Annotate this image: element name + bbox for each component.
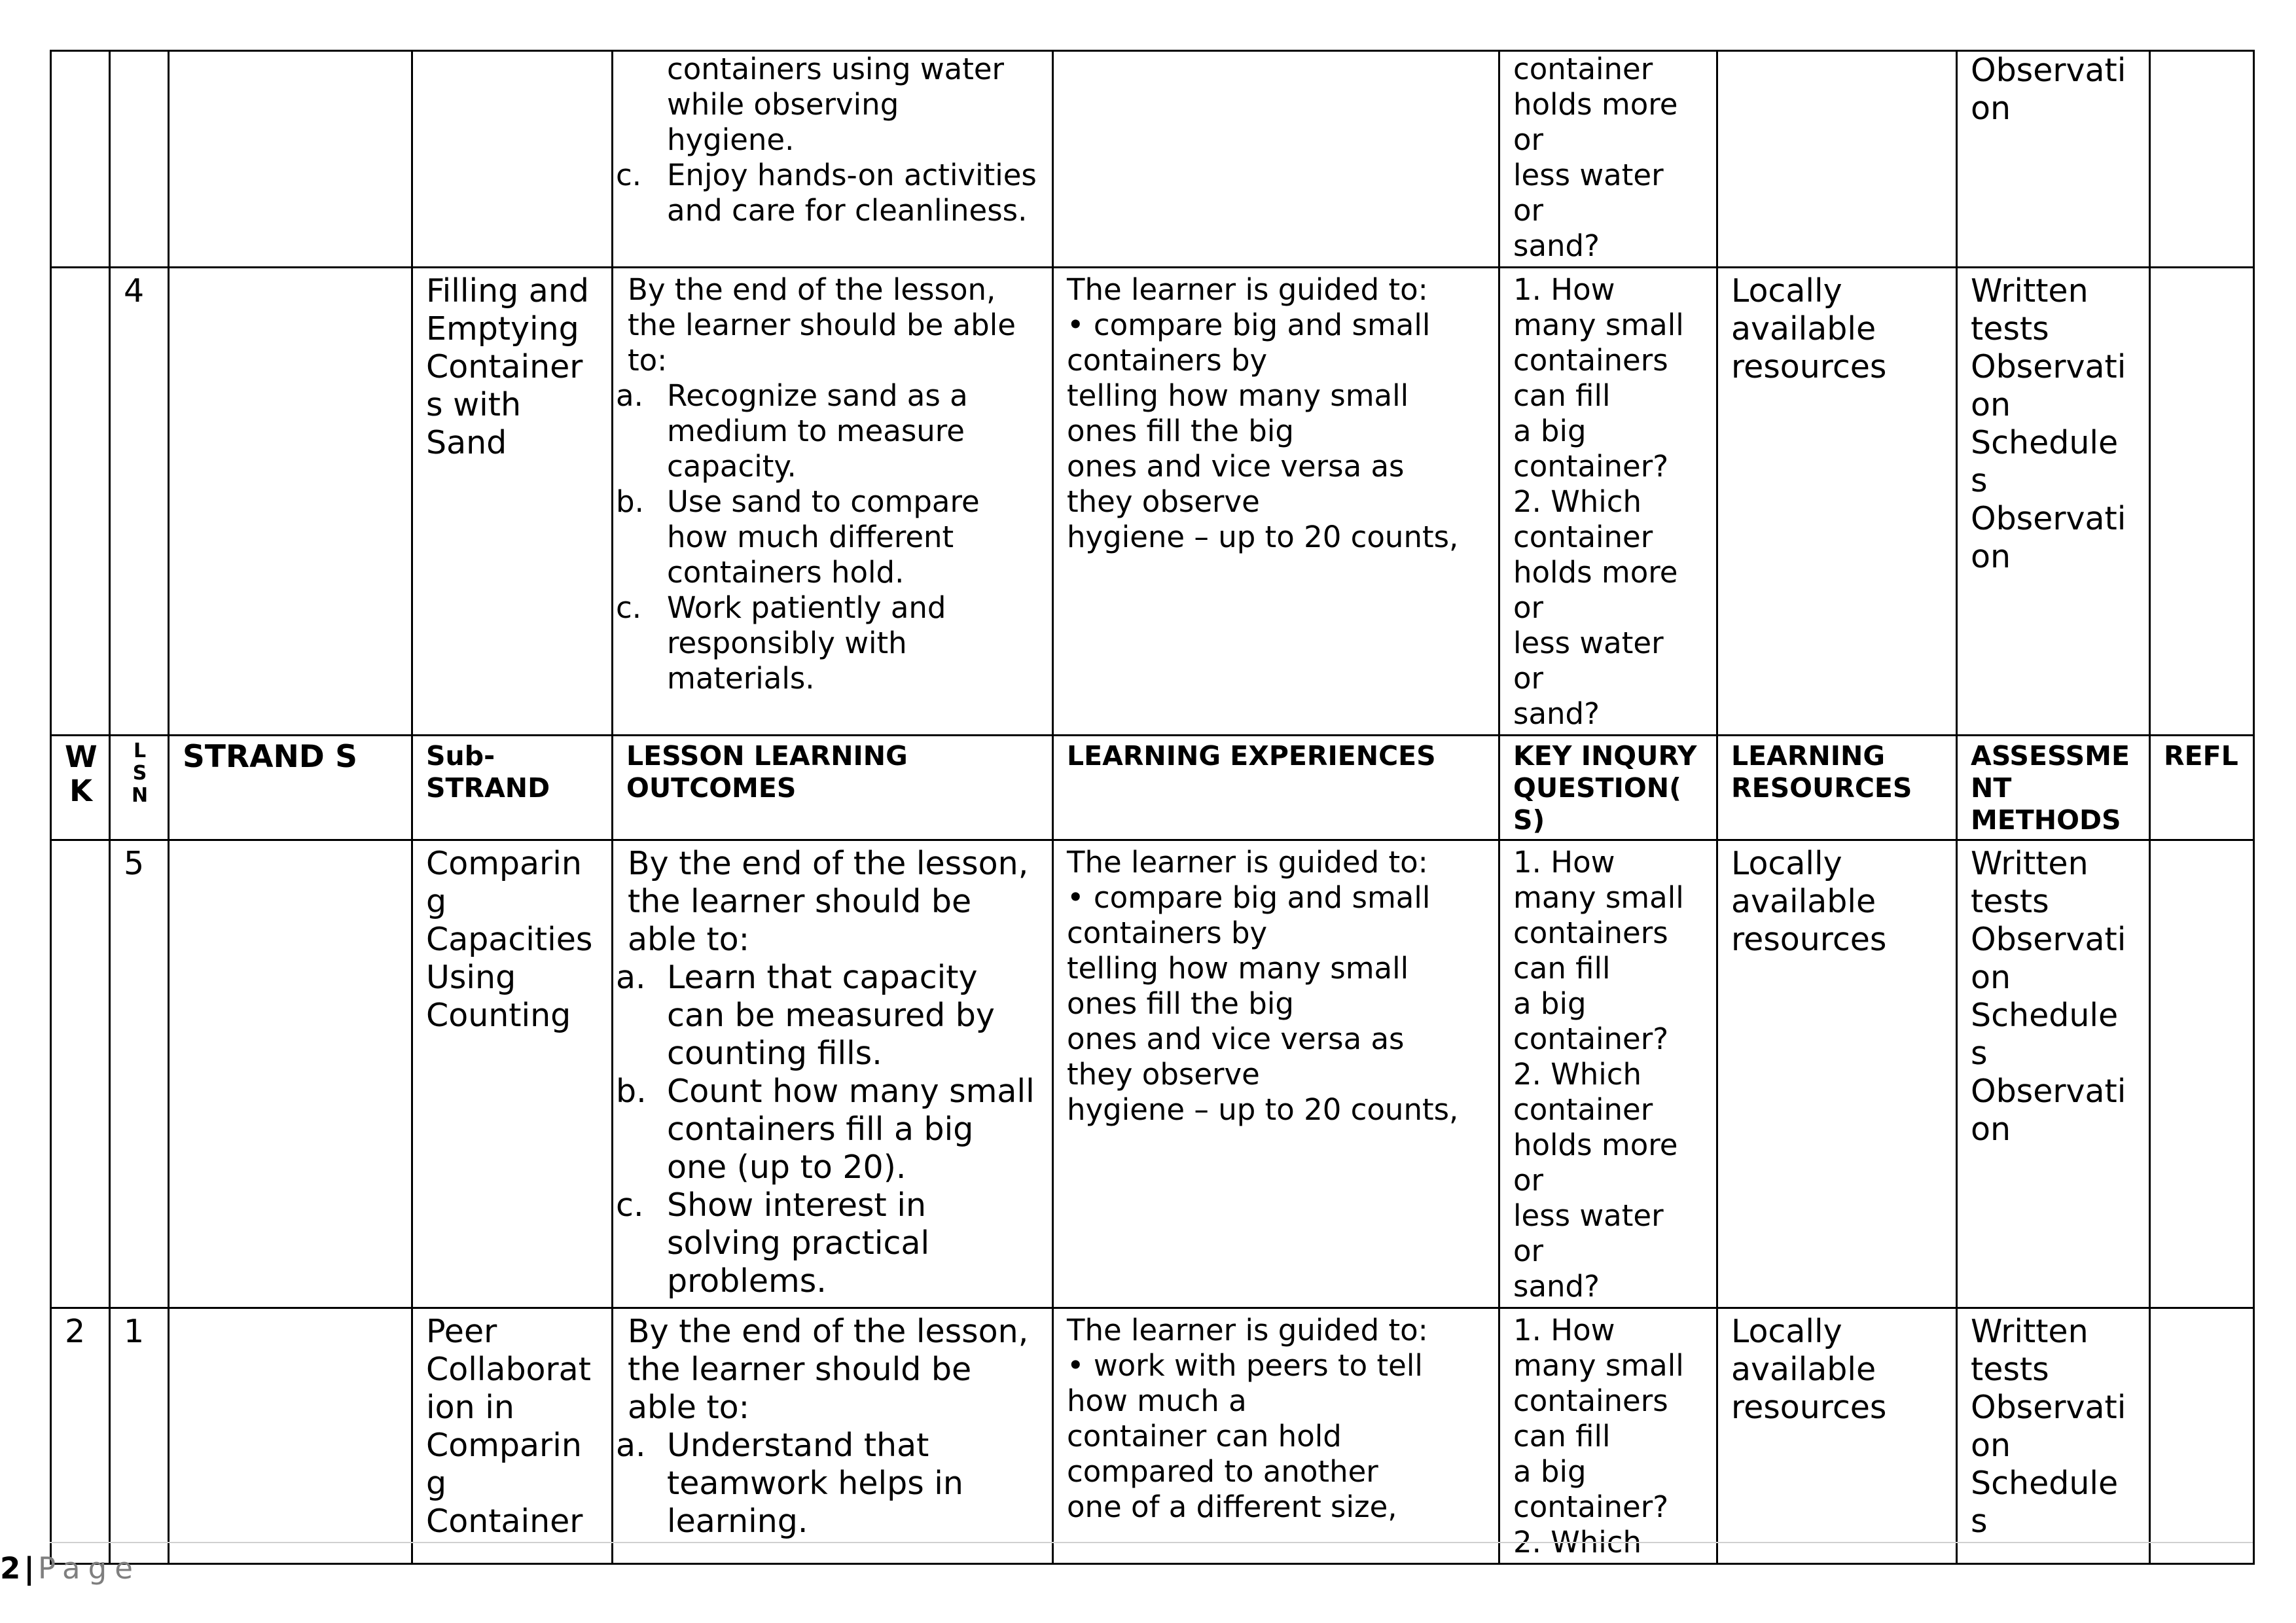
experience-line: containers by <box>1067 343 1268 378</box>
assessment-line: on <box>1971 959 2011 996</box>
question-line: or <box>1513 1234 1544 1268</box>
question-line: 2. Which <box>1513 1057 1642 1092</box>
outcome-text: Work patiently and responsibly with materials. <box>667 590 946 696</box>
experience-line: ones fill the big <box>1067 986 1294 1021</box>
experience-line: containers by <box>1067 916 1268 950</box>
assessment-cell <box>1957 268 2150 736</box>
experience-line: ones and vice versa as <box>1067 1022 1405 1056</box>
question-line: can fill <box>1513 1419 1611 1454</box>
list-item <box>616 959 1040 1073</box>
question-line: containers <box>1513 1383 1668 1418</box>
experience-line: hygiene – up to 20 counts, <box>1067 1092 1459 1127</box>
reflection-cell <box>2150 1308 2254 1564</box>
question-line: holds more <box>1513 1128 1678 1162</box>
list-marker: b. <box>616 484 644 519</box>
assessment-line: Written <box>1971 1313 2089 1350</box>
experience-line: • compare big and small <box>1067 308 1431 342</box>
question-line: container <box>1513 52 1653 86</box>
experience-line: container can hold <box>1067 1419 1342 1454</box>
list-item <box>616 1427 1040 1541</box>
list-marker: c. <box>616 590 642 625</box>
question-line: or <box>1513 122 1544 157</box>
header-lsn-letter: N <box>131 784 149 807</box>
list-item <box>616 1073 1040 1186</box>
question-line: container <box>1513 1092 1653 1127</box>
header-sub-strand: Sub- STRAND <box>412 736 613 840</box>
page-number-footer <box>0 1551 141 1586</box>
question-line: holds more <box>1513 87 1678 122</box>
sub-strand-cell: Peer Collaborat ion in Comparin g Container <box>412 1308 613 1564</box>
list-marker: a. <box>616 1427 646 1464</box>
sub-strand-cell: Comparin g Capacities Using Counting <box>412 840 613 1308</box>
assessment-line: Observati <box>1971 500 2126 537</box>
header-reflection: REFL <box>2150 736 2254 840</box>
question-line: 1. How <box>1513 845 1615 880</box>
header-strand: STRAND S <box>169 736 412 840</box>
assessment-line: tests <box>1971 1351 2049 1388</box>
question-line: or <box>1513 193 1544 228</box>
experience-line: The learner is guided to: <box>1067 272 1428 307</box>
reflection-cell <box>2150 51 2254 268</box>
page-number: 2 <box>0 1551 21 1586</box>
question-cell <box>1499 51 1717 268</box>
outcomes-intro: By the end of the lesson, the learner should be able to: <box>628 845 1029 958</box>
strand-cell <box>169 268 412 736</box>
outcome-text: Recognize sand as a medium to measure capacity. <box>667 378 968 484</box>
experiences-cell <box>1053 1308 1499 1564</box>
assessment-line: Written <box>1971 272 2089 310</box>
assessment-line: on <box>1971 90 2011 127</box>
question-line: 1. How <box>1513 272 1615 307</box>
question-line: 1. How <box>1513 1313 1615 1347</box>
outcome-line: hygiene. <box>667 122 795 157</box>
sub-strand-cell: Filling and Emptying Container s with Sand <box>412 268 613 736</box>
outcomes-cell <box>613 1308 1053 1564</box>
strand-cell <box>169 840 412 1308</box>
wk-cell <box>51 840 110 1308</box>
footer-divider <box>50 1542 2253 1543</box>
experience-line: • compare big and small <box>1067 880 1431 915</box>
assessment-line: s <box>1971 462 1988 499</box>
list-item <box>616 484 1040 590</box>
outcome-text: Show interest in solving practical problems. <box>667 1186 930 1300</box>
outcome-text: Use sand to compare how much different containers hold. <box>667 484 980 590</box>
scheme-of-work-table <box>50 50 2255 1565</box>
question-line: can fill <box>1513 378 1611 413</box>
question-line: less water <box>1513 626 1664 660</box>
assessment-line: Observati <box>1971 348 2126 385</box>
assessment-line: tests <box>1971 883 2049 920</box>
table-row <box>51 1308 2254 1564</box>
outcome-text: Count how many small containers fill a big one (up to 20). <box>667 1073 1035 1186</box>
lsn-cell: 5 <box>110 840 169 1308</box>
question-line: container? <box>1513 449 1669 484</box>
table-row <box>51 268 2254 736</box>
question-line: holds more <box>1513 555 1678 590</box>
question-line: can fill <box>1513 951 1611 986</box>
experience-line: The learner is guided to: <box>1067 845 1428 880</box>
outcomes-intro: By the end of the lesson, the learner should be able to: <box>628 1313 1029 1426</box>
outcomes-cell <box>613 268 1053 736</box>
assessment-line: Schedule <box>1971 997 2119 1034</box>
assessment-line: Observati <box>1971 52 2126 89</box>
outcome-text: Understand that teamwork helps in learning. <box>667 1427 963 1540</box>
list-marker: c. <box>616 1186 644 1224</box>
question-line: or <box>1513 1163 1544 1198</box>
question-line: or <box>1513 590 1544 625</box>
header-wk: W K <box>51 736 110 840</box>
assessment-line: tests <box>1971 310 2049 348</box>
sub-strand-cell <box>412 51 613 268</box>
assessment-cell <box>1957 1308 2150 1564</box>
list-marker: b. <box>616 1073 647 1110</box>
question-line: a big <box>1513 1454 1587 1489</box>
question-line: less water <box>1513 1198 1664 1233</box>
question-cell <box>1499 840 1717 1308</box>
lsn-cell <box>110 51 169 268</box>
header-experiences: LEARNING EXPERIENCES <box>1053 736 1499 840</box>
assessment-line: Observati <box>1971 1389 2126 1426</box>
header-outcomes: LESSON LEARNING OUTCOMES <box>613 736 1053 840</box>
experiences-cell <box>1053 268 1499 736</box>
question-line: sand? <box>1513 228 1600 263</box>
experiences-cell <box>1053 840 1499 1308</box>
experience-line: • work with peers to tell <box>1067 1348 1423 1383</box>
resources-cell: Locally available resources <box>1717 268 1957 736</box>
question-cell <box>1499 1308 1717 1564</box>
assessment-cell <box>1957 51 2150 268</box>
assessment-line: Schedule <box>1971 424 2119 461</box>
list-item <box>616 590 1040 696</box>
question-line: container <box>1513 520 1653 554</box>
assessment-line: Written <box>1971 845 2089 882</box>
question-line: 2. Which <box>1513 484 1642 519</box>
question-line: a big <box>1513 986 1587 1021</box>
assessment-line: on <box>1971 386 2011 423</box>
page-footer <box>50 1542 2253 1594</box>
header-assessment: ASSESSME NT METHODS <box>1957 736 2150 840</box>
header-lsn-letter: S <box>132 762 147 785</box>
assessment-line: Observati <box>1971 921 2126 958</box>
table-row <box>51 51 2254 268</box>
list-item <box>616 378 1040 484</box>
assessment-line: on <box>1971 538 2011 575</box>
experience-line: telling how many small <box>1067 951 1409 986</box>
experience-line: one of a different size, <box>1067 1489 1397 1524</box>
table-header-row <box>51 736 2254 840</box>
question-line: container? <box>1513 1489 1669 1524</box>
question-line: sand? <box>1513 1269 1600 1304</box>
question-line: or <box>1513 661 1544 696</box>
experience-line: ones fill the big <box>1067 414 1294 448</box>
outcome-line: while observing <box>667 87 899 122</box>
header-question: KEY INQURY QUESTION( S) <box>1499 736 1717 840</box>
question-line: many small <box>1513 1348 1684 1383</box>
experience-line: telling how many small <box>1067 378 1409 413</box>
experience-line: The learner is guided to: <box>1067 1313 1428 1347</box>
experience-line: they observe <box>1067 484 1260 519</box>
header-resources: LEARNING RESOURCES <box>1717 736 1957 840</box>
assessment-line: on <box>1971 1427 2011 1464</box>
assessment-line: on <box>1971 1111 2011 1148</box>
wk-cell: 2 <box>51 1308 110 1564</box>
table-row <box>51 840 2254 1308</box>
lsn-cell: 4 <box>110 268 169 736</box>
resources-cell <box>1717 51 1957 268</box>
header-lsn <box>110 736 169 840</box>
experience-line: they observe <box>1067 1057 1260 1092</box>
outcome-line: containers using water <box>667 52 1005 86</box>
experience-line: ones and vice versa as <box>1067 449 1405 484</box>
strand-cell <box>169 51 412 268</box>
outcome-text: Enjoy hands-on activities and care for cleanliness. <box>667 158 1037 228</box>
question-line: containers <box>1513 343 1668 378</box>
resources-cell: Locally available resources <box>1717 840 1957 1308</box>
lsn-cell: 1 <box>110 1308 169 1564</box>
question-line: many small <box>1513 308 1684 342</box>
page-separator: | <box>24 1551 35 1586</box>
assessment-line: s <box>1971 1035 1988 1072</box>
reflection-cell <box>2150 840 2254 1308</box>
reflection-cell <box>2150 268 2254 736</box>
question-line: less water <box>1513 158 1664 192</box>
list-marker: a. <box>616 378 643 413</box>
list-item <box>616 1186 1040 1300</box>
outcomes-cell <box>613 51 1053 268</box>
question-line: many small <box>1513 880 1684 915</box>
experiences-cell <box>1053 51 1499 268</box>
question-line: 2. Which <box>1513 1525 1642 1560</box>
header-lsn-letter: L <box>133 740 147 762</box>
assessment-line: s <box>1971 1503 1988 1540</box>
strand-cell <box>169 1308 412 1564</box>
outcome-text: Learn that capacity can be measured by counting fills. <box>667 959 995 1072</box>
assessment-line: Schedule <box>1971 1465 2119 1502</box>
page-label: Page <box>37 1551 141 1586</box>
experience-line: hygiene – up to 20 counts, <box>1067 520 1459 554</box>
experience-line: how much a <box>1067 1383 1247 1418</box>
assessment-cell <box>1957 840 2150 1308</box>
question-line: containers <box>1513 916 1668 950</box>
wk-cell <box>51 51 110 268</box>
assessment-line: Observati <box>1971 1073 2126 1110</box>
question-line: a big <box>1513 414 1587 448</box>
list-marker: c. <box>616 158 642 192</box>
list-marker: a. <box>616 959 646 996</box>
outcomes-intro: By the end of the lesson, the learner should be able to: <box>628 272 1016 378</box>
question-line: sand? <box>1513 696 1600 731</box>
list-item <box>616 158 1040 228</box>
question-cell <box>1499 268 1717 736</box>
wk-cell <box>51 268 110 736</box>
resources-cell: Locally available resources <box>1717 1308 1957 1564</box>
experience-line: compared to another <box>1067 1454 1378 1489</box>
outcomes-cell <box>613 840 1053 1308</box>
question-line: container? <box>1513 1022 1669 1056</box>
